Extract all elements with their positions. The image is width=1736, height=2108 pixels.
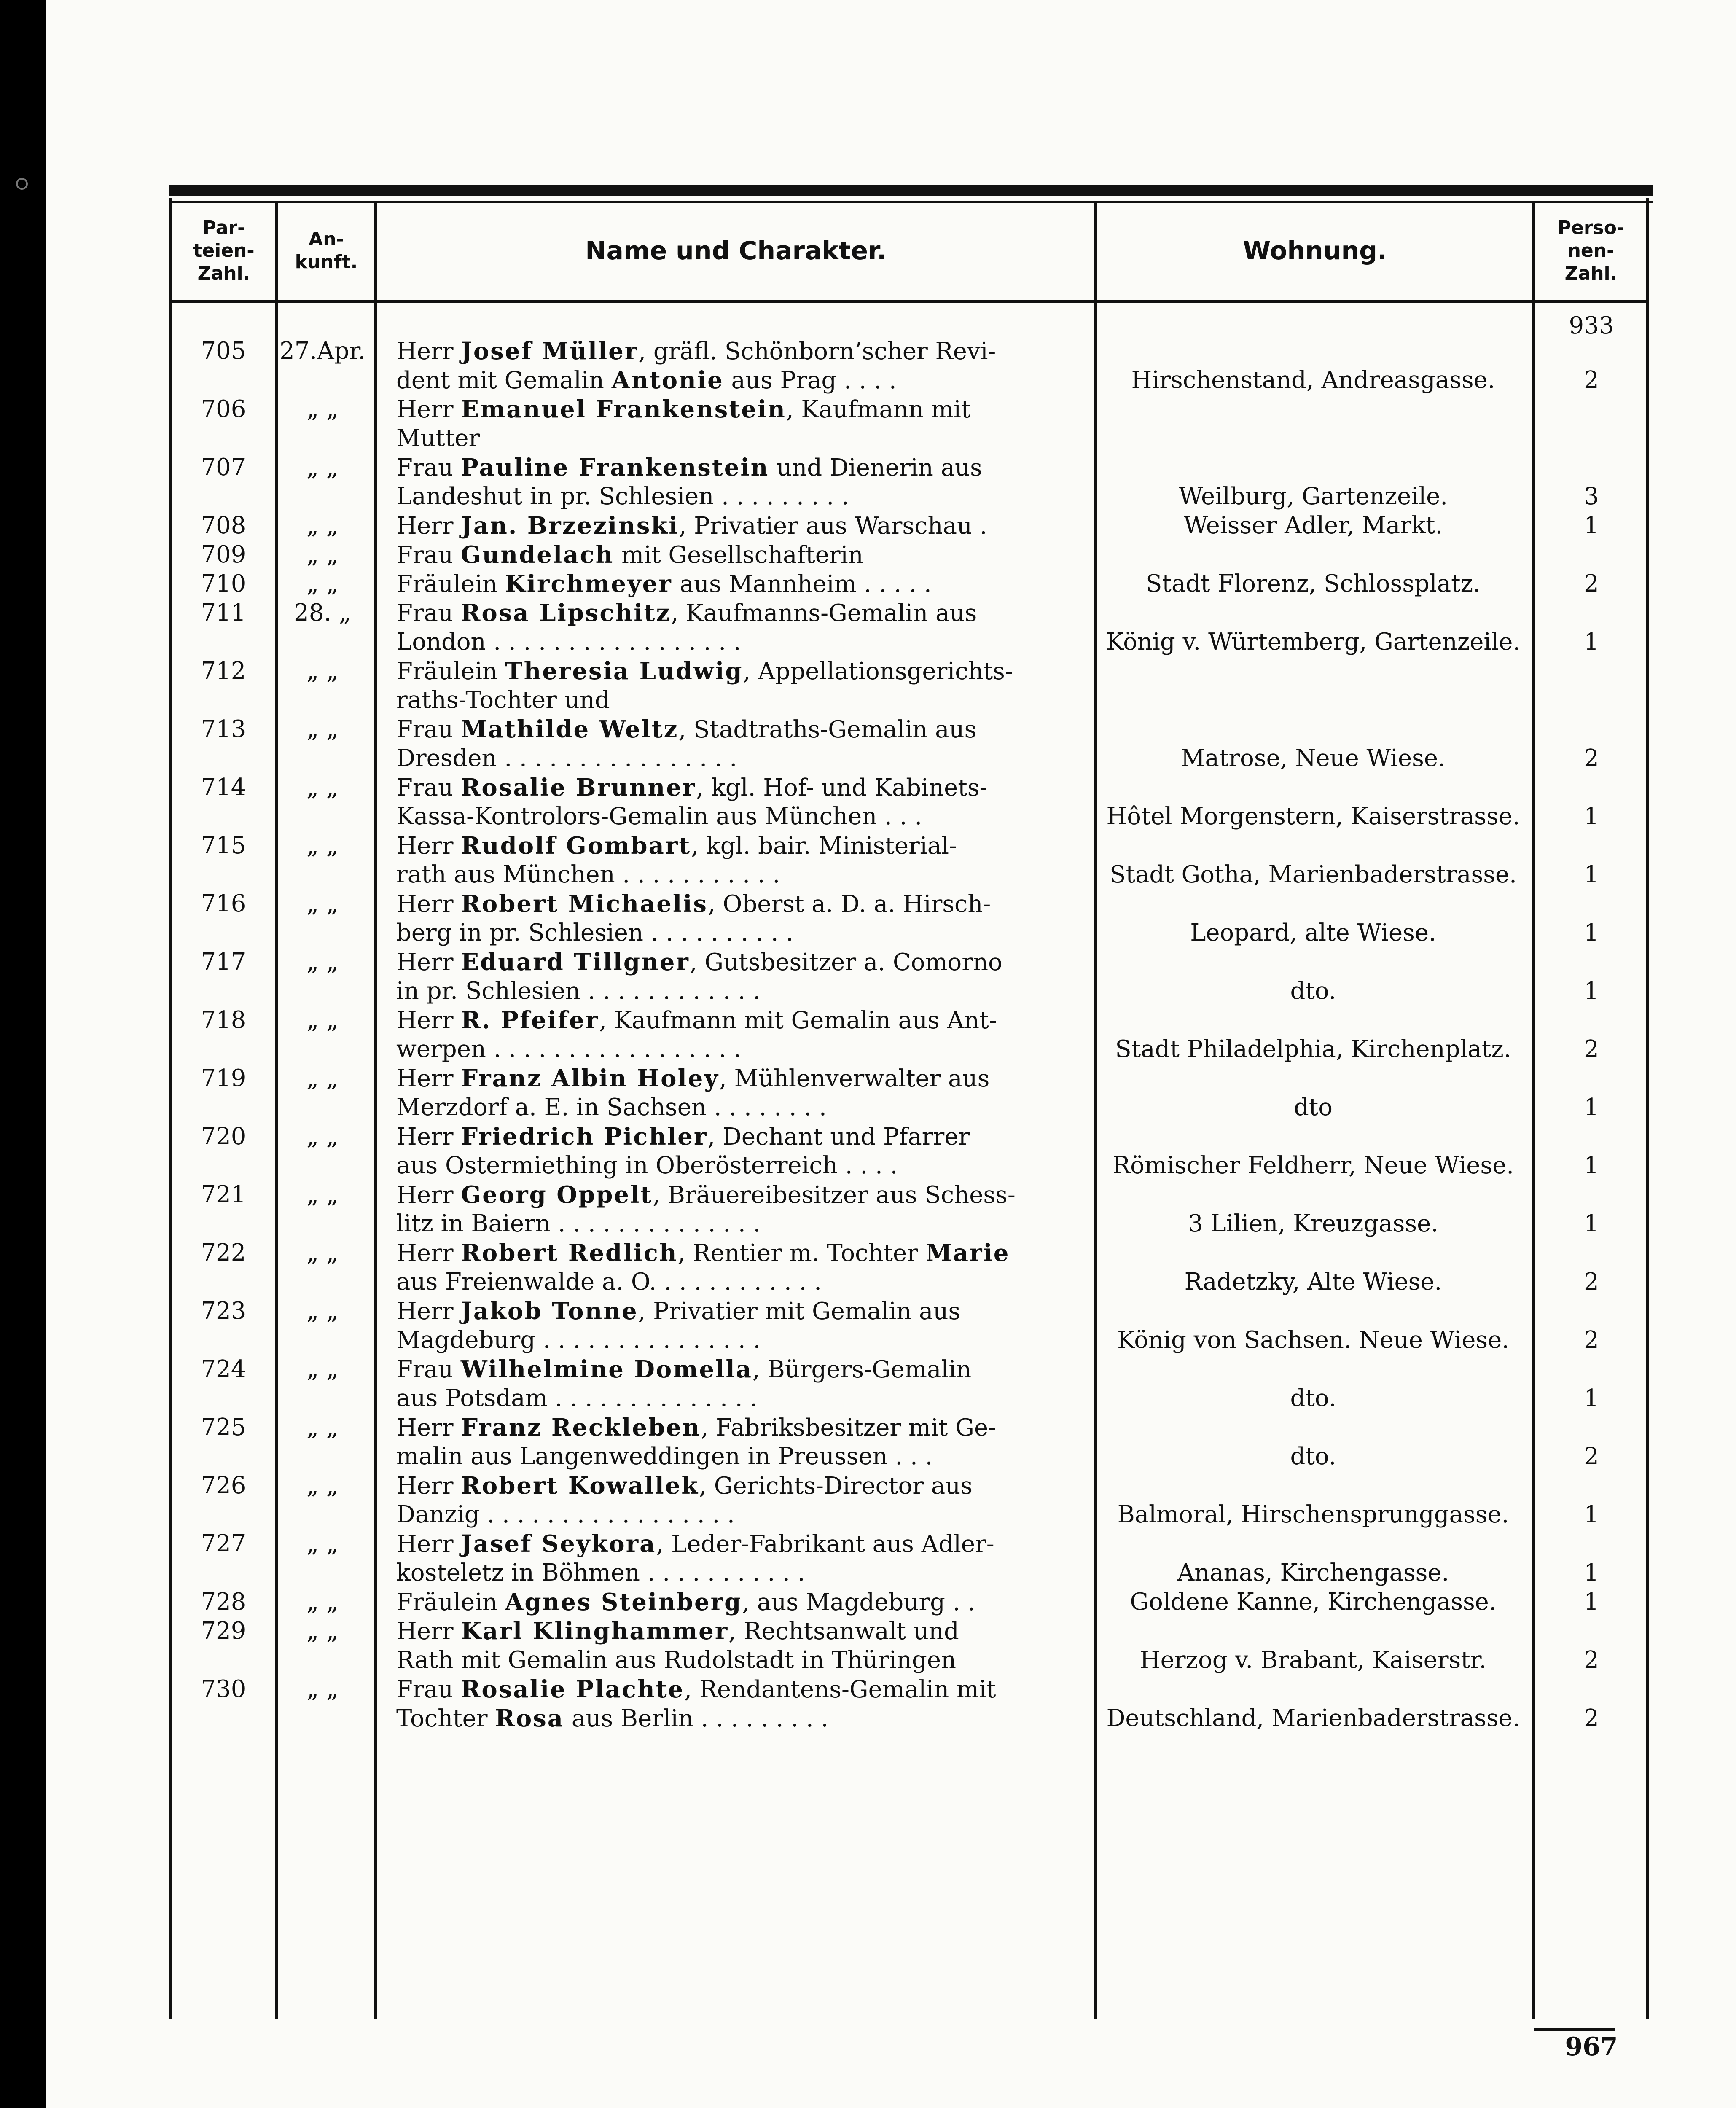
text-fragment: Herr	[396, 512, 461, 540]
person-name: Rudolf Gombart	[461, 832, 691, 860]
arrival-date: „ „	[306, 1414, 339, 1441]
residence: Stadt Philadelphia, Kirchenplatz.	[1115, 1035, 1511, 1063]
text-fragment: kosteletz in Böhmen . . . . . . . . . . .	[396, 1559, 805, 1586]
person-name: Theresia Ludwig	[505, 657, 743, 685]
party-number: 708	[201, 512, 246, 539]
person-name: Robert Michaelis	[461, 890, 708, 918]
rule-left	[169, 198, 172, 2019]
person-name: Gundelach	[460, 541, 614, 569]
text-fragment: aus Ostermiething in Oberösterreich . . . .	[396, 1152, 898, 1179]
person-name: Emanuel Frankenstein	[461, 395, 786, 423]
arrival-date: „ „	[306, 1297, 339, 1325]
text-fragment: , Bürgers-Gemalin	[752, 1356, 972, 1383]
header-rule	[169, 300, 1649, 303]
name-line-2	[396, 803, 1083, 831]
carry-over-count: 933	[1569, 312, 1614, 339]
party-number: 712	[201, 657, 246, 685]
text-fragment: Herr	[396, 1240, 461, 1267]
name-line-1	[396, 1675, 1083, 1704]
name-line-1	[396, 1065, 1083, 1093]
person-name: Pauline Frankenstein	[460, 454, 769, 481]
party-number: 711	[201, 599, 246, 626]
name-line-2	[396, 366, 1083, 395]
person-count: 1	[1584, 1385, 1599, 1412]
name-line-2	[396, 1646, 1083, 1674]
name-line-2	[396, 1501, 1083, 1529]
name-line-1	[396, 774, 1083, 802]
residence: Balmoral, Hirschensprunggasse.	[1117, 1501, 1509, 1528]
name-line-1	[396, 570, 1083, 598]
person-count: 1	[1584, 512, 1599, 539]
rule-4	[1532, 202, 1535, 2019]
residence: Stadt Florenz, Schlossplatz.	[1146, 570, 1481, 597]
text-fragment: Tochter	[396, 1705, 495, 1732]
text-fragment: Herr	[396, 1181, 461, 1209]
residence: Herzog v. Brabant, Kaiserstr.	[1139, 1646, 1487, 1674]
residence: Stadt Gotha, Marienbaderstrasse.	[1110, 861, 1517, 888]
text-fragment: Merzdorf a. E. in Sachsen . . . . . . . .	[396, 1094, 827, 1121]
name-line-2	[396, 1210, 1083, 1238]
party-number: 716	[201, 890, 246, 917]
rule-3	[1094, 202, 1097, 2019]
person-count: 1	[1584, 803, 1599, 830]
text-fragment: , Rendantens-Gemalin mit	[684, 1676, 996, 1703]
name-line-2	[396, 861, 1083, 889]
name-line-2	[396, 1559, 1083, 1587]
party-number: 729	[201, 1617, 246, 1645]
text-fragment: Frau	[396, 600, 461, 627]
name-line-2	[396, 686, 1083, 714]
text-fragment: , Kaufmann mit Gemalin aus Ant-	[599, 1007, 997, 1034]
name-line-2	[396, 1385, 1083, 1412]
text-fragment: aus Mannheim . . . . .	[672, 570, 932, 598]
residence: dto.	[1290, 977, 1336, 1005]
person-count: 1	[1584, 628, 1599, 656]
party-number: 719	[201, 1065, 246, 1092]
name-line-2	[396, 425, 1083, 452]
party-number: 723	[201, 1297, 246, 1325]
text-fragment: Frau	[396, 1356, 461, 1383]
text-fragment: Dresden . . . . . . . . . . . . . . . .	[396, 745, 737, 772]
party-number: 726	[201, 1472, 246, 1499]
name-line-1	[396, 1239, 1083, 1267]
party-number: 710	[201, 570, 246, 597]
arrival-date: „ „	[306, 948, 339, 976]
name-line-1	[396, 657, 1083, 686]
person-name: Robert Kowallek	[461, 1472, 699, 1500]
text-fragment: Herr	[396, 338, 461, 365]
text-fragment: Herr	[396, 1414, 461, 1441]
arrival-date: „ „	[306, 1617, 339, 1645]
name-line-1	[396, 832, 1083, 860]
arrival-date: „ „	[306, 832, 339, 859]
person-count: 2	[1584, 1326, 1599, 1354]
text-fragment: , Privatier aus Warschau .	[679, 512, 987, 540]
person-count: 2	[1584, 1705, 1599, 1732]
text-fragment: Herr	[396, 832, 461, 860]
person-name: Rosa Lipschitz	[460, 599, 671, 627]
arrival-date: „ „	[306, 541, 339, 568]
text-fragment: , Appellationsgerichts-	[743, 658, 1013, 685]
party-number: 713	[201, 715, 246, 743]
person-count: 2	[1584, 1443, 1599, 1470]
top-rule	[169, 185, 1653, 196]
text-fragment: Herr	[396, 1065, 461, 1092]
arrival-date: 28. „	[294, 599, 351, 626]
residence: dto.	[1290, 1385, 1336, 1412]
text-fragment: Frau	[396, 716, 461, 743]
text-fragment: dent mit Gemalin	[396, 367, 612, 394]
text-fragment: Herr	[396, 1123, 461, 1151]
binding-hole-icon	[16, 178, 28, 190]
name-line-1	[396, 1414, 1083, 1442]
text-fragment: Frau	[396, 454, 461, 481]
residence: Ananas, Kirchengasse.	[1177, 1559, 1449, 1586]
person-name: Kirchmeyer	[505, 570, 672, 598]
text-fragment: , kgl. bair. Ministerial-	[691, 832, 957, 860]
residence: König von Sachsen. Neue Wiese.	[1117, 1326, 1510, 1354]
person-name: Franz Reckleben	[461, 1414, 701, 1441]
header-partei: Par- teien- Zahl.	[193, 217, 255, 284]
text-fragment: Herr	[396, 890, 461, 918]
name-line-2	[396, 1268, 1083, 1296]
text-fragment: Herr	[396, 1472, 461, 1500]
total-count: 967	[1565, 2032, 1618, 2062]
arrival-date: „ „	[306, 395, 339, 423]
arrival-date: „ „	[306, 1675, 339, 1703]
arrival-date: „ „	[306, 1239, 339, 1266]
text-fragment: Danzig . . . . . . . . . . . . . . . . .	[396, 1501, 735, 1528]
name-line-2	[396, 1326, 1083, 1354]
text-fragment: berg in pr. Schlesien . . . . . . . . . .	[396, 919, 793, 946]
text-fragment: Frau	[396, 1676, 461, 1703]
residence: Leopard, alte Wiese.	[1190, 919, 1436, 946]
text-fragment: , Oberst a. D. a. Hirsch-	[707, 890, 991, 918]
person-name: Franz Albin Holey	[461, 1065, 719, 1092]
text-fragment: Frau	[396, 541, 461, 569]
arrival-date: „ „	[306, 1006, 339, 1034]
text-fragment: litz in Baiern . . . . . . . . . . . . . .	[396, 1210, 761, 1237]
text-fragment: aus Potsdam . . . . . . . . . . . . . .	[396, 1385, 758, 1412]
party-number: 724	[201, 1355, 246, 1383]
name-line-2	[396, 1152, 1083, 1180]
name-line-1	[396, 948, 1083, 976]
residence: Hôtel Morgenstern, Kaiserstrasse.	[1106, 803, 1520, 830]
name-line-1	[396, 1297, 1083, 1326]
text-fragment: Herr	[396, 1618, 461, 1645]
arrival-date: „ „	[306, 657, 339, 685]
residence: Matrose, Neue Wiese.	[1181, 745, 1446, 772]
party-number: 714	[201, 774, 246, 801]
text-fragment: , Gerichts-Director aus	[699, 1472, 973, 1500]
text-fragment: Herr	[396, 1007, 461, 1034]
person-name: Eduard Tillgner	[461, 948, 690, 976]
name-line-2	[396, 1094, 1083, 1121]
total-rule	[1534, 2028, 1615, 2031]
party-number: 722	[201, 1239, 246, 1266]
arrival-date: „ „	[306, 1355, 339, 1383]
arrival-date: „ „	[306, 1123, 339, 1150]
name-line-1	[396, 1617, 1083, 1646]
person-name: Friedrich Pichler	[461, 1123, 708, 1151]
arrival-date: „ „	[306, 570, 339, 597]
name-line-1	[396, 599, 1083, 627]
text-fragment: , Kaufmanns-Gemalin aus	[671, 600, 977, 627]
text-fragment: Kassa-Kontrolors-Gemalin aus München . . .	[396, 803, 922, 830]
text-fragment: Magdeburg . . . . . . . . . . . . . . .	[396, 1326, 761, 1354]
text-fragment: Herr	[396, 396, 461, 423]
text-fragment: Fräulein	[396, 658, 505, 685]
person-name: Josef Müller	[461, 337, 639, 365]
name-line-2	[396, 628, 1083, 656]
name-line-2	[396, 483, 1083, 511]
party-number: 721	[201, 1181, 246, 1208]
text-fragment: Herr	[396, 1530, 461, 1558]
person-count: 2	[1584, 570, 1599, 597]
arrival-date: „ „	[306, 1181, 339, 1208]
text-fragment: aus Berlin . . . . . . . . .	[564, 1705, 829, 1732]
party-number: 706	[201, 395, 246, 423]
header-wohnung: Wohnung.	[1243, 236, 1387, 266]
text-fragment: , Kaufmann mit	[786, 396, 971, 423]
residence: dto.	[1290, 1443, 1336, 1470]
party-number: 728	[201, 1588, 246, 1616]
person-name: Wilhelmine Domella	[460, 1355, 752, 1383]
party-number: 720	[201, 1123, 246, 1150]
text-fragment: London . . . . . . . . . . . . . . . . .	[396, 628, 741, 656]
name-line-1	[396, 395, 1083, 424]
text-fragment: Mutter	[396, 425, 480, 452]
text-fragment: , Leder-Fabrikant aus Adler-	[656, 1530, 994, 1558]
residence: Radetzky, Alte Wiese.	[1184, 1268, 1442, 1296]
person-name: R. Pfeifer	[461, 1006, 599, 1034]
arrival-date: „ „	[306, 1530, 339, 1557]
name-line-2	[396, 977, 1083, 1005]
person-count: 1	[1584, 1210, 1599, 1237]
text-fragment: werpen . . . . . . . . . . . . . . . . .	[396, 1035, 742, 1063]
party-number: 707	[201, 454, 246, 481]
party-number: 727	[201, 1530, 246, 1557]
header-personen: Perso- nen- Zahl.	[1557, 217, 1625, 284]
person-name: Agnes Steinberg	[505, 1588, 742, 1616]
person-count: 2	[1584, 366, 1599, 394]
residence: Deutschland, Marienbaderstrasse.	[1106, 1705, 1520, 1732]
text-fragment: aus Prag . . . .	[723, 367, 897, 394]
name-line-1	[396, 1588, 1083, 1616]
name-line-2	[396, 1035, 1083, 1063]
party-number: 705	[201, 337, 246, 365]
text-fragment: , Privatier mit Gemalin aus	[638, 1298, 961, 1325]
residence: Hirschenstand, Andreasgasse.	[1131, 366, 1495, 394]
text-fragment: in pr. Schlesien . . . . . . . . . . . .	[396, 977, 761, 1005]
name-line-1	[396, 454, 1083, 482]
rule-right	[1646, 198, 1649, 2019]
person-count: 1	[1584, 1588, 1599, 1616]
name-line-2	[396, 1705, 1083, 1733]
text-fragment: , Dechant und Pfarrer	[707, 1123, 970, 1151]
person-count: 1	[1584, 1559, 1599, 1586]
text-fragment: Frau	[396, 774, 461, 801]
text-fragment: , kgl. Hof- und Kabinets-	[696, 774, 988, 801]
arrival-date: 27.Apr.	[279, 337, 365, 365]
text-fragment: Rath mit Gemalin aus Rudolstadt in Thüringen	[396, 1646, 957, 1674]
person-count: 1	[1584, 1094, 1599, 1121]
text-fragment: Fräulein	[396, 1589, 505, 1616]
party-number: 709	[201, 541, 246, 568]
name-line-2	[396, 745, 1083, 772]
name-line-1	[396, 1181, 1083, 1209]
name-line-1	[396, 337, 1083, 366]
text-fragment: , Rechtsanwalt und	[728, 1618, 959, 1645]
name-line-1	[396, 715, 1083, 744]
header-ankunft: An- kunft.	[295, 229, 358, 273]
person-name: Georg Oppelt	[461, 1181, 653, 1209]
text-fragment: Landeshut in pr. Schlesien . . . . . . . . .	[396, 483, 849, 510]
arrival-date: „ „	[306, 890, 339, 917]
party-number: 715	[201, 832, 246, 859]
arrival-date: „ „	[306, 1065, 339, 1092]
residence: König v. Würtemberg, Gartenzeile.	[1106, 628, 1521, 656]
person-name: Jakob Tonne	[461, 1297, 638, 1325]
name-line-2	[396, 1443, 1083, 1471]
person-name: Rosalie Brunner	[460, 774, 696, 801]
name-line-1	[396, 512, 1083, 540]
person-name: Rosalie Plachte	[460, 1675, 685, 1703]
residence: Goldene Kanne, Kirchengasse.	[1130, 1588, 1497, 1616]
arrival-date: „ „	[306, 715, 339, 743]
text-fragment: Fräulein	[396, 570, 505, 598]
text-fragment: raths-Tochter und	[396, 686, 610, 714]
text-fragment: aus Freienwalde a. O. . . . . . . . . . . .	[396, 1268, 822, 1296]
name-line-1	[396, 1123, 1083, 1151]
person-count: 2	[1584, 1646, 1599, 1674]
text-fragment: rath aus München . . . . . . . . . . .	[396, 861, 780, 888]
person-name: Mathilde Weltz	[460, 715, 679, 743]
person-count: 1	[1584, 1501, 1599, 1528]
text-fragment: , aus Magdeburg . .	[742, 1589, 975, 1616]
name-line-1	[396, 541, 1083, 569]
rule-1	[275, 202, 278, 2019]
person-count: 1	[1584, 977, 1599, 1005]
person-count: 2	[1584, 1268, 1599, 1296]
person-count: 1	[1584, 919, 1599, 946]
name-line-1	[396, 1472, 1083, 1500]
party-number: 717	[201, 948, 246, 976]
name-line-2	[396, 919, 1083, 947]
person-name: Karl Klinghammer	[461, 1617, 729, 1645]
text-fragment: mit Gesellschafterin	[614, 541, 863, 569]
arrival-date: „ „	[306, 454, 339, 481]
text-fragment: , gräfl. Schönborn’scher Revi-	[638, 338, 996, 365]
arrival-date: „ „	[306, 512, 339, 539]
person-name: Robert Redlich	[461, 1239, 678, 1267]
text-fragment: Herr	[396, 1298, 461, 1325]
header-name: Name und Charakter.	[585, 236, 887, 266]
person-name: Jan. Brzezinski	[461, 512, 679, 540]
person-name: Antonie	[611, 366, 724, 394]
party-number: 730	[201, 1675, 246, 1703]
rule-2	[374, 202, 377, 2019]
arrival-date: „ „	[306, 1472, 339, 1499]
person-name: Jasef Seykora	[461, 1530, 656, 1558]
residence: Weilburg, Gartenzeile.	[1178, 483, 1448, 510]
residence: Weisser Adler, Markt.	[1183, 512, 1443, 539]
party-number: 725	[201, 1414, 246, 1441]
residence: Römischer Feldherr, Neue Wiese.	[1112, 1152, 1514, 1179]
person-count: 1	[1584, 1152, 1599, 1179]
name-line-1	[396, 1006, 1083, 1035]
text-fragment: , Rentier m. Tochter	[677, 1240, 926, 1267]
text-fragment: und Dienerin aus	[769, 454, 982, 481]
text-fragment: , Gutsbesitzer a. Comorno	[689, 949, 1002, 976]
person-count: 2	[1584, 1035, 1599, 1063]
arrival-date: „ „	[306, 1588, 339, 1616]
text-fragment: malin aus Langenweddingen in Preussen . . .	[396, 1443, 933, 1470]
text-fragment: , Stadtraths-Gemalin aus	[678, 716, 977, 743]
text-fragment: , Bräuereibesitzer aus Schess-	[653, 1181, 1016, 1209]
person-count: 2	[1584, 745, 1599, 772]
text-fragment: Herr	[396, 949, 461, 976]
person-name: Rosa	[495, 1705, 564, 1732]
residence: dto	[1293, 1094, 1333, 1121]
text-fragment: , Fabriksbesitzer mit Ge-	[701, 1414, 997, 1441]
person-count: 3	[1584, 483, 1599, 510]
name-line-1	[396, 1355, 1083, 1384]
residence: 3 Lilien, Kreuzgasse.	[1188, 1210, 1439, 1237]
person-count: 1	[1584, 861, 1599, 888]
name-line-1	[396, 890, 1083, 918]
text-fragment: , Mühlenverwalter aus	[719, 1065, 990, 1092]
name-line-1	[396, 1530, 1083, 1558]
person-name: Marie	[925, 1239, 1010, 1267]
arrival-date: „ „	[306, 774, 339, 801]
party-number: 718	[201, 1006, 246, 1034]
